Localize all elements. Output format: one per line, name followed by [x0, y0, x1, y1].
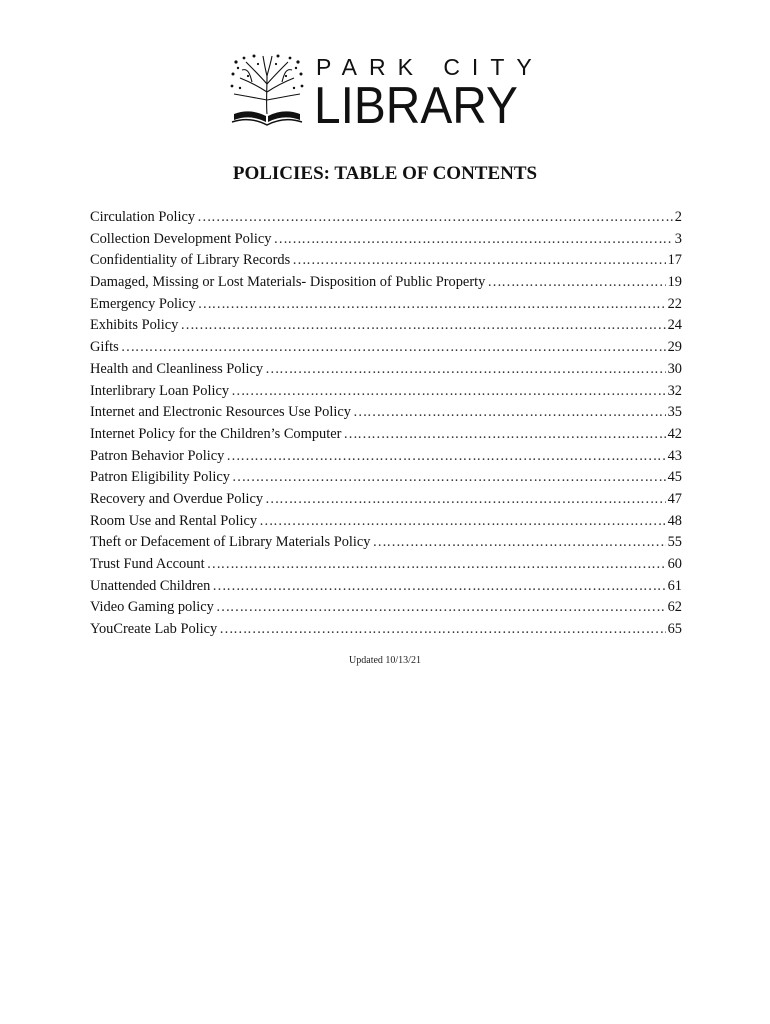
toc-entry-title: Room Use and Rental Policy: [90, 512, 258, 529]
toc-entry: [90, 597, 682, 619]
toc-entry-title: Confidentiality of Library Records: [90, 252, 291, 269]
toc-entry-title: Unattended Children: [90, 577, 211, 594]
dot-leader: [259, 511, 666, 533]
toc-entry: [90, 424, 682, 446]
toc-entry-page: 60: [667, 556, 682, 572]
toc-entry: [90, 576, 682, 598]
dot-leader: [207, 554, 666, 576]
toc-entry-title: Health and Cleanliness Policy: [90, 360, 264, 377]
toc-entry-page: 45: [667, 469, 682, 486]
toc-entry-title: Internet and Electronic Resources Use Policy: [90, 404, 351, 421]
dot-leader: [292, 250, 665, 272]
dot-leader: [273, 229, 672, 251]
toc-entry-title: Gifts: [90, 339, 119, 356]
toc-entry-title: Patron Behavior Policy: [90, 447, 225, 464]
updated-date: Updated 10/13/21: [349, 655, 421, 666]
toc-entry-title: Internet Policy for the Children’s Computer: [90, 425, 342, 442]
toc-entry-title: Trust Fund Account: [90, 556, 205, 572]
dot-leader: [212, 576, 665, 598]
toc-entry: [90, 250, 682, 272]
toc-entry-title: Video Gaming policy: [90, 599, 214, 616]
dot-leader: [265, 359, 666, 381]
dot-leader: [197, 207, 673, 229]
toc-entry-page: 30: [667, 360, 682, 377]
toc-entry-title: Patron Eligibility Policy: [90, 469, 230, 486]
toc-entry: [90, 554, 682, 576]
toc-entry: [90, 207, 682, 229]
dot-leader: [231, 381, 666, 403]
dot-leader: [373, 532, 666, 554]
toc-entry-page: 61: [667, 577, 682, 594]
toc-entry-title: Damaged, Missing or Lost Materials- Disposition of Public Property: [90, 274, 486, 291]
dot-leader: [216, 597, 666, 619]
toc-entry-title: Collection Development Policy: [90, 230, 272, 247]
toc-entry-page: 19: [667, 274, 682, 291]
toc-entry-title: Recovery and Overdue Policy: [90, 490, 264, 507]
toc-entry-page: 3: [674, 230, 682, 247]
dot-leader: [121, 337, 666, 359]
toc-entry: [90, 402, 682, 424]
toc-entry: [90, 381, 682, 403]
toc-entry-page: 22: [667, 295, 682, 312]
toc-entry-page: 42: [667, 425, 682, 442]
dot-leader: [198, 294, 666, 316]
table-of-contents: [90, 207, 682, 641]
toc-entry: [90, 315, 682, 337]
tree-book-icon: [228, 52, 306, 130]
toc-entry: [90, 229, 682, 251]
toc-entry: [90, 359, 682, 381]
page-title: POLICIES: TABLE OF CONTENTS: [232, 163, 538, 184]
toc-entry-page: 35: [667, 404, 682, 421]
toc-entry: [90, 511, 682, 533]
toc-entry-page: 29: [667, 339, 682, 356]
toc-entry-page: 43: [667, 447, 682, 464]
toc-entry: [90, 272, 682, 294]
dot-leader: [232, 467, 666, 489]
dot-leader: [219, 619, 665, 641]
toc-entry-page: 17: [667, 252, 682, 269]
dot-leader: [343, 424, 665, 446]
toc-entry: [90, 446, 682, 468]
toc-entry-page: 2: [674, 209, 682, 225]
toc-entry-title: Interlibrary Loan Policy: [90, 382, 230, 399]
toc-entry-title: Exhibits Policy: [90, 317, 179, 334]
toc-entry: [90, 619, 682, 641]
toc-entry-title: YouCreate Lab Policy: [90, 621, 218, 638]
toc-entry-title: Theft or Defacement of Library Materials Policy: [90, 534, 371, 551]
dot-leader: [180, 315, 665, 337]
toc-entry: [90, 532, 682, 554]
toc-entry: [90, 294, 682, 316]
toc-entry-page: 48: [667, 512, 682, 529]
logo-line-library: LIBRARY: [314, 77, 518, 135]
library-logo: [228, 50, 548, 136]
toc-entry-title: Circulation Policy: [90, 209, 196, 225]
toc-entry-page: 47: [667, 490, 682, 507]
dot-leader: [226, 446, 665, 468]
toc-entry: [90, 489, 682, 511]
toc-entry-page: 32: [667, 382, 682, 399]
logo-line-park-city: PARK CITY: [316, 54, 544, 80]
toc-entry-page: 24: [667, 317, 682, 334]
toc-entry-page: 62: [667, 599, 682, 616]
dot-leader: [353, 402, 666, 424]
dot-leader: [487, 272, 665, 294]
toc-entry-page: 65: [667, 621, 682, 638]
toc-entry: [90, 467, 682, 489]
dot-leader: [265, 489, 666, 511]
toc-entry-page: 55: [667, 534, 682, 551]
toc-entry-title: Emergency Policy: [90, 295, 196, 312]
toc-entry: [90, 337, 682, 359]
